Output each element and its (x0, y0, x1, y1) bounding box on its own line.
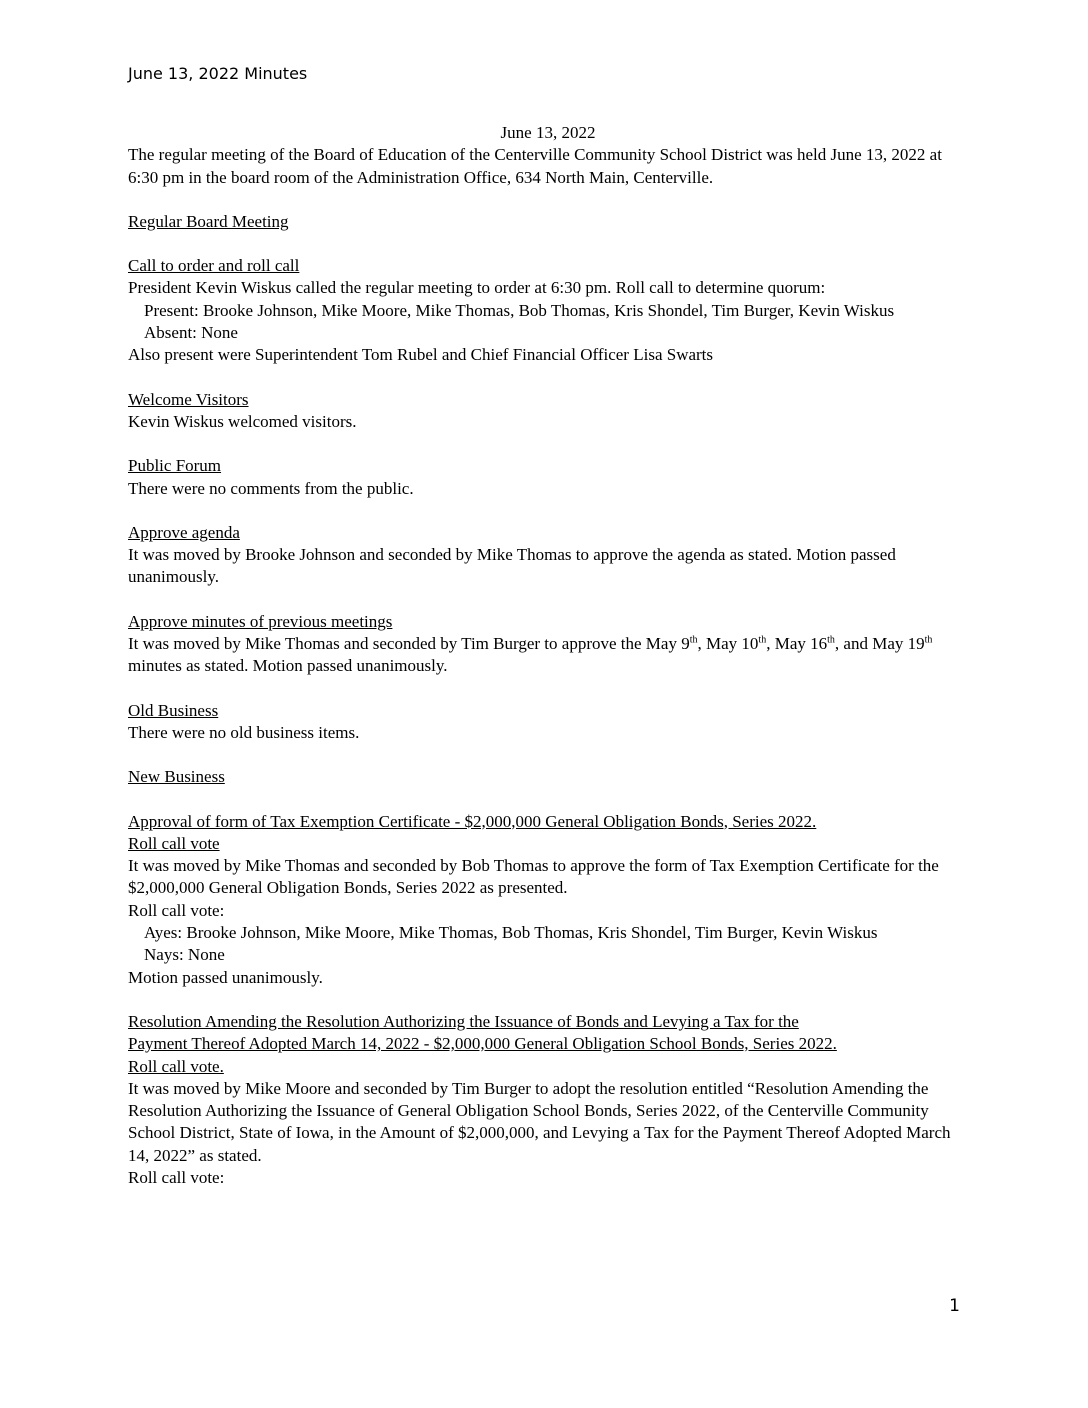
public-forum-text: There were no comments from the public. (128, 478, 414, 498)
minutes-text: It was moved by Mike Thomas and seconded by Tim Burger to approve the May 9th, May 10th, May 16th, and May 19th minutes as stated. Motion passed unanimously. (128, 634, 933, 676)
tax-exemption-ayes: Ayes: Brooke Johnson, Mike Moore, Mike Thomas, Bob Thomas, Kris Shondel, Tim Burger, Kevin Wiskus (144, 923, 878, 943)
section-heading-regular-meeting: Regular Board Meeting (128, 211, 289, 231)
absent-list: Absent: None (144, 323, 238, 343)
minutes-body (128, 122, 968, 1189)
item-heading-tax-exemption: Approval of form of Tax Exemption Certificate - $2,000,000 General Obligation Bonds, Series 2022. (128, 811, 817, 831)
running-header: June 13, 2022 Minutes (128, 64, 308, 83)
section-heading-call-to-order: Call to order and roll call (128, 256, 300, 276)
resolution-text: It was moved by Mike Moore and seconded by Tim Burger to adopt the resolution entitled “Resolution Amending the Resolution Authorizing the Issuance of General Obligation School Bonds, Series 2022, of the Centerville Community School District, State of Iowa, in the Amount of $2,000,000, and Levying a Tax for the Payment Thereof Adopted March 14, 2022” as stated. (128, 1078, 951, 1165)
old-business-text: There were no old business items. (128, 722, 360, 742)
tax-exemption-text: It was moved by Mike Thomas and seconded by Bob Thomas to approve the form of Tax Exemption Certificate for the $2,000,000 General Obligation Bonds, Series 2022 as presented. (128, 856, 939, 898)
tax-exemption-nays: Nays: None (144, 945, 225, 965)
welcome-text: Kevin Wiskus welcomed visitors. (128, 411, 357, 431)
call-to-order-text: President Kevin Wiskus called the regular meeting to order at 6:30 pm. Roll call to determine quorum: (128, 278, 826, 298)
tax-exemption-roll-call: Roll call vote: (128, 900, 225, 920)
date-line: June 13, 2022 (500, 123, 596, 142)
item-heading-tax-exemption-vote: Roll call vote (128, 833, 220, 853)
section-heading-old-business: Old Business (128, 700, 219, 720)
section-heading-public-forum: Public Forum (128, 456, 222, 476)
section-heading-welcome: Welcome Visitors (128, 389, 249, 409)
section-heading-new-business: New Business (128, 767, 225, 787)
item-heading-resolution-3: Roll call vote. (128, 1056, 224, 1076)
page-number: 1 (949, 1296, 960, 1316)
item-heading-resolution-1: Resolution Amending the Resolution Authorizing the Issuance of Bonds and Levying a Tax for the (128, 1011, 799, 1031)
intro-paragraph: The regular meeting of the Board of Education of the Centerville Community School District was held June 13, 2022 at 6:30 pm in the board room of the Administration Office, 634 North Main, Centerville. (128, 145, 942, 187)
section-heading-agenda: Approve agenda (128, 522, 240, 542)
also-present-text: Also present were Superintendent Tom Rubel and Chief Financial Officer Lisa Swarts (128, 345, 714, 365)
agenda-text: It was moved by Brooke Johnson and seconded by Mike Thomas to approve the agenda as stated. Motion passed unanimously. (128, 545, 896, 587)
item-heading-resolution-2: Payment Thereof Adopted March 14, 2022 - $2,000,000 General Obligation School Bonds, Series 2022. (128, 1034, 837, 1054)
present-list: Present: Brooke Johnson, Mike Moore, Mike Thomas, Bob Thomas, Kris Shondel, Tim Burger, Kevin Wiskus (144, 300, 895, 320)
section-heading-minutes: Approve minutes of previous meetings (128, 611, 393, 631)
tax-exemption-result: Motion passed unanimously. (128, 967, 323, 987)
resolution-roll-call: Roll call vote: (128, 1167, 225, 1187)
